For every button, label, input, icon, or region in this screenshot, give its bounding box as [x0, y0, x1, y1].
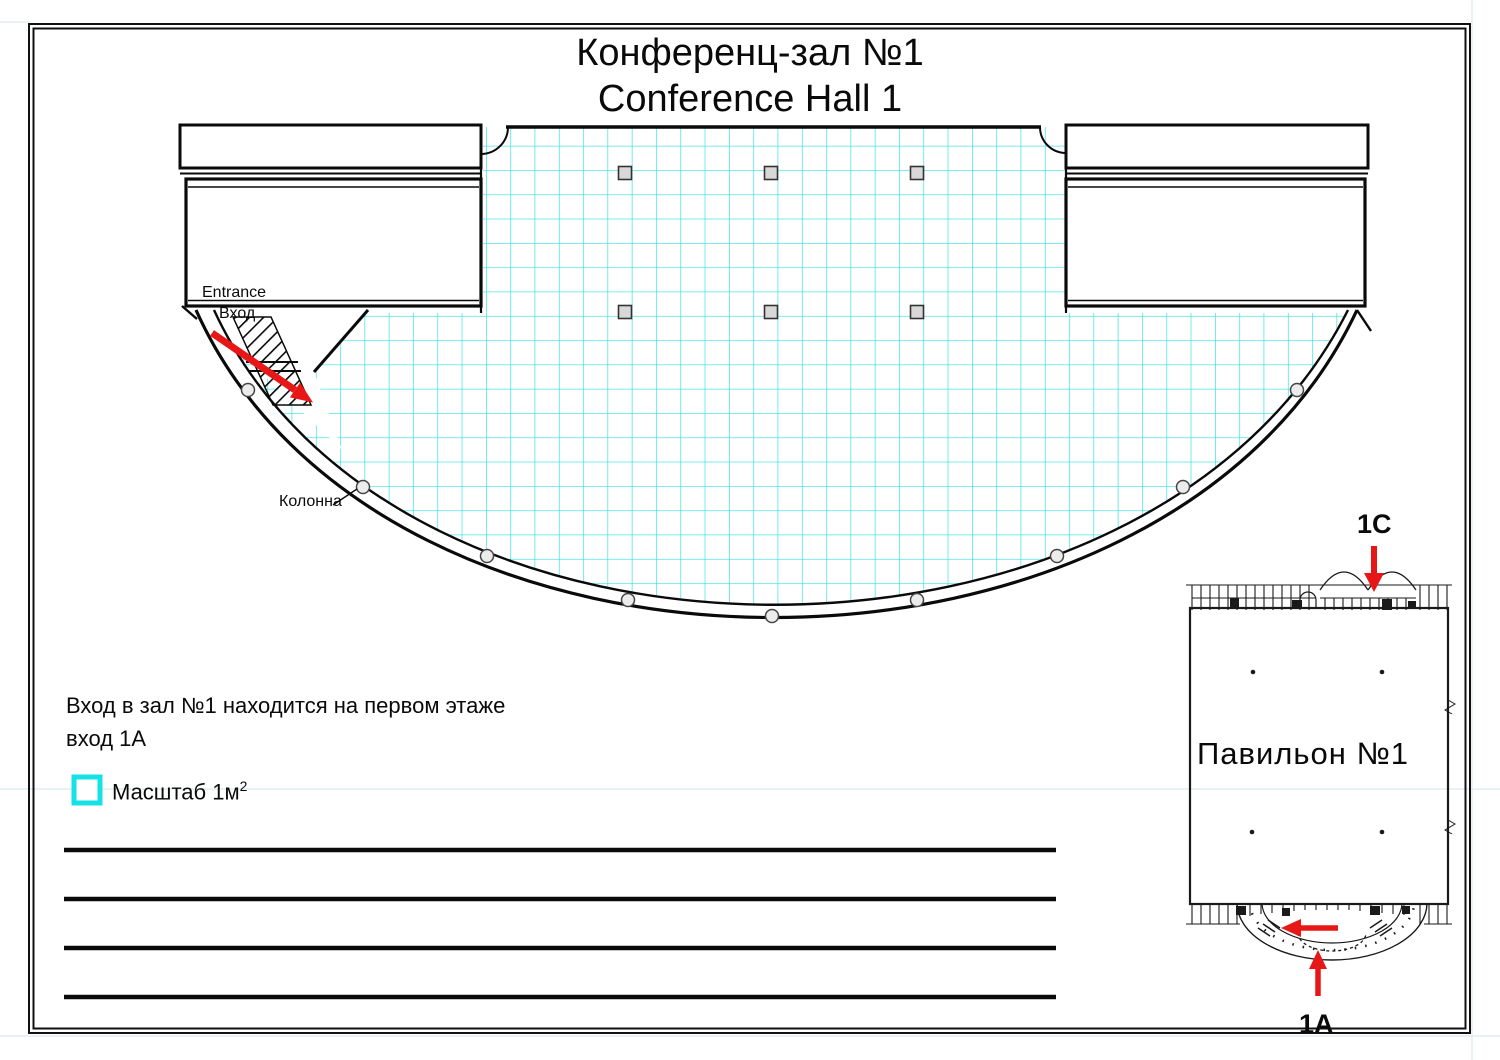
legend-label: Масштаб $1м^2$ — [112, 778, 248, 805]
page-title-en: Conference Hall 1 — [597, 78, 903, 120]
entrance-label-en: Entrance — [202, 284, 267, 301]
pavilion-name: Павильон №1 — [1197, 736, 1410, 771]
pavilion-gate-1a-label: 1A — [1299, 1009, 1334, 1039]
note-line-2: вход 1А — [66, 726, 147, 751]
legend-superscript: 2 — [239, 778, 248, 794]
legend-swatch — [74, 777, 100, 803]
entrance-label-ru: Вход — [219, 305, 256, 322]
ruled-lines — [64, 850, 1056, 997]
page-title-ru: Конференц-зал №1 — [576, 32, 924, 74]
column-label: Колонна — [279, 493, 342, 510]
pavilion-gate-1c-label: 1C — [1357, 509, 1392, 539]
note-line-1: Вход в зал №1 находится на первом этаже — [66, 693, 506, 718]
